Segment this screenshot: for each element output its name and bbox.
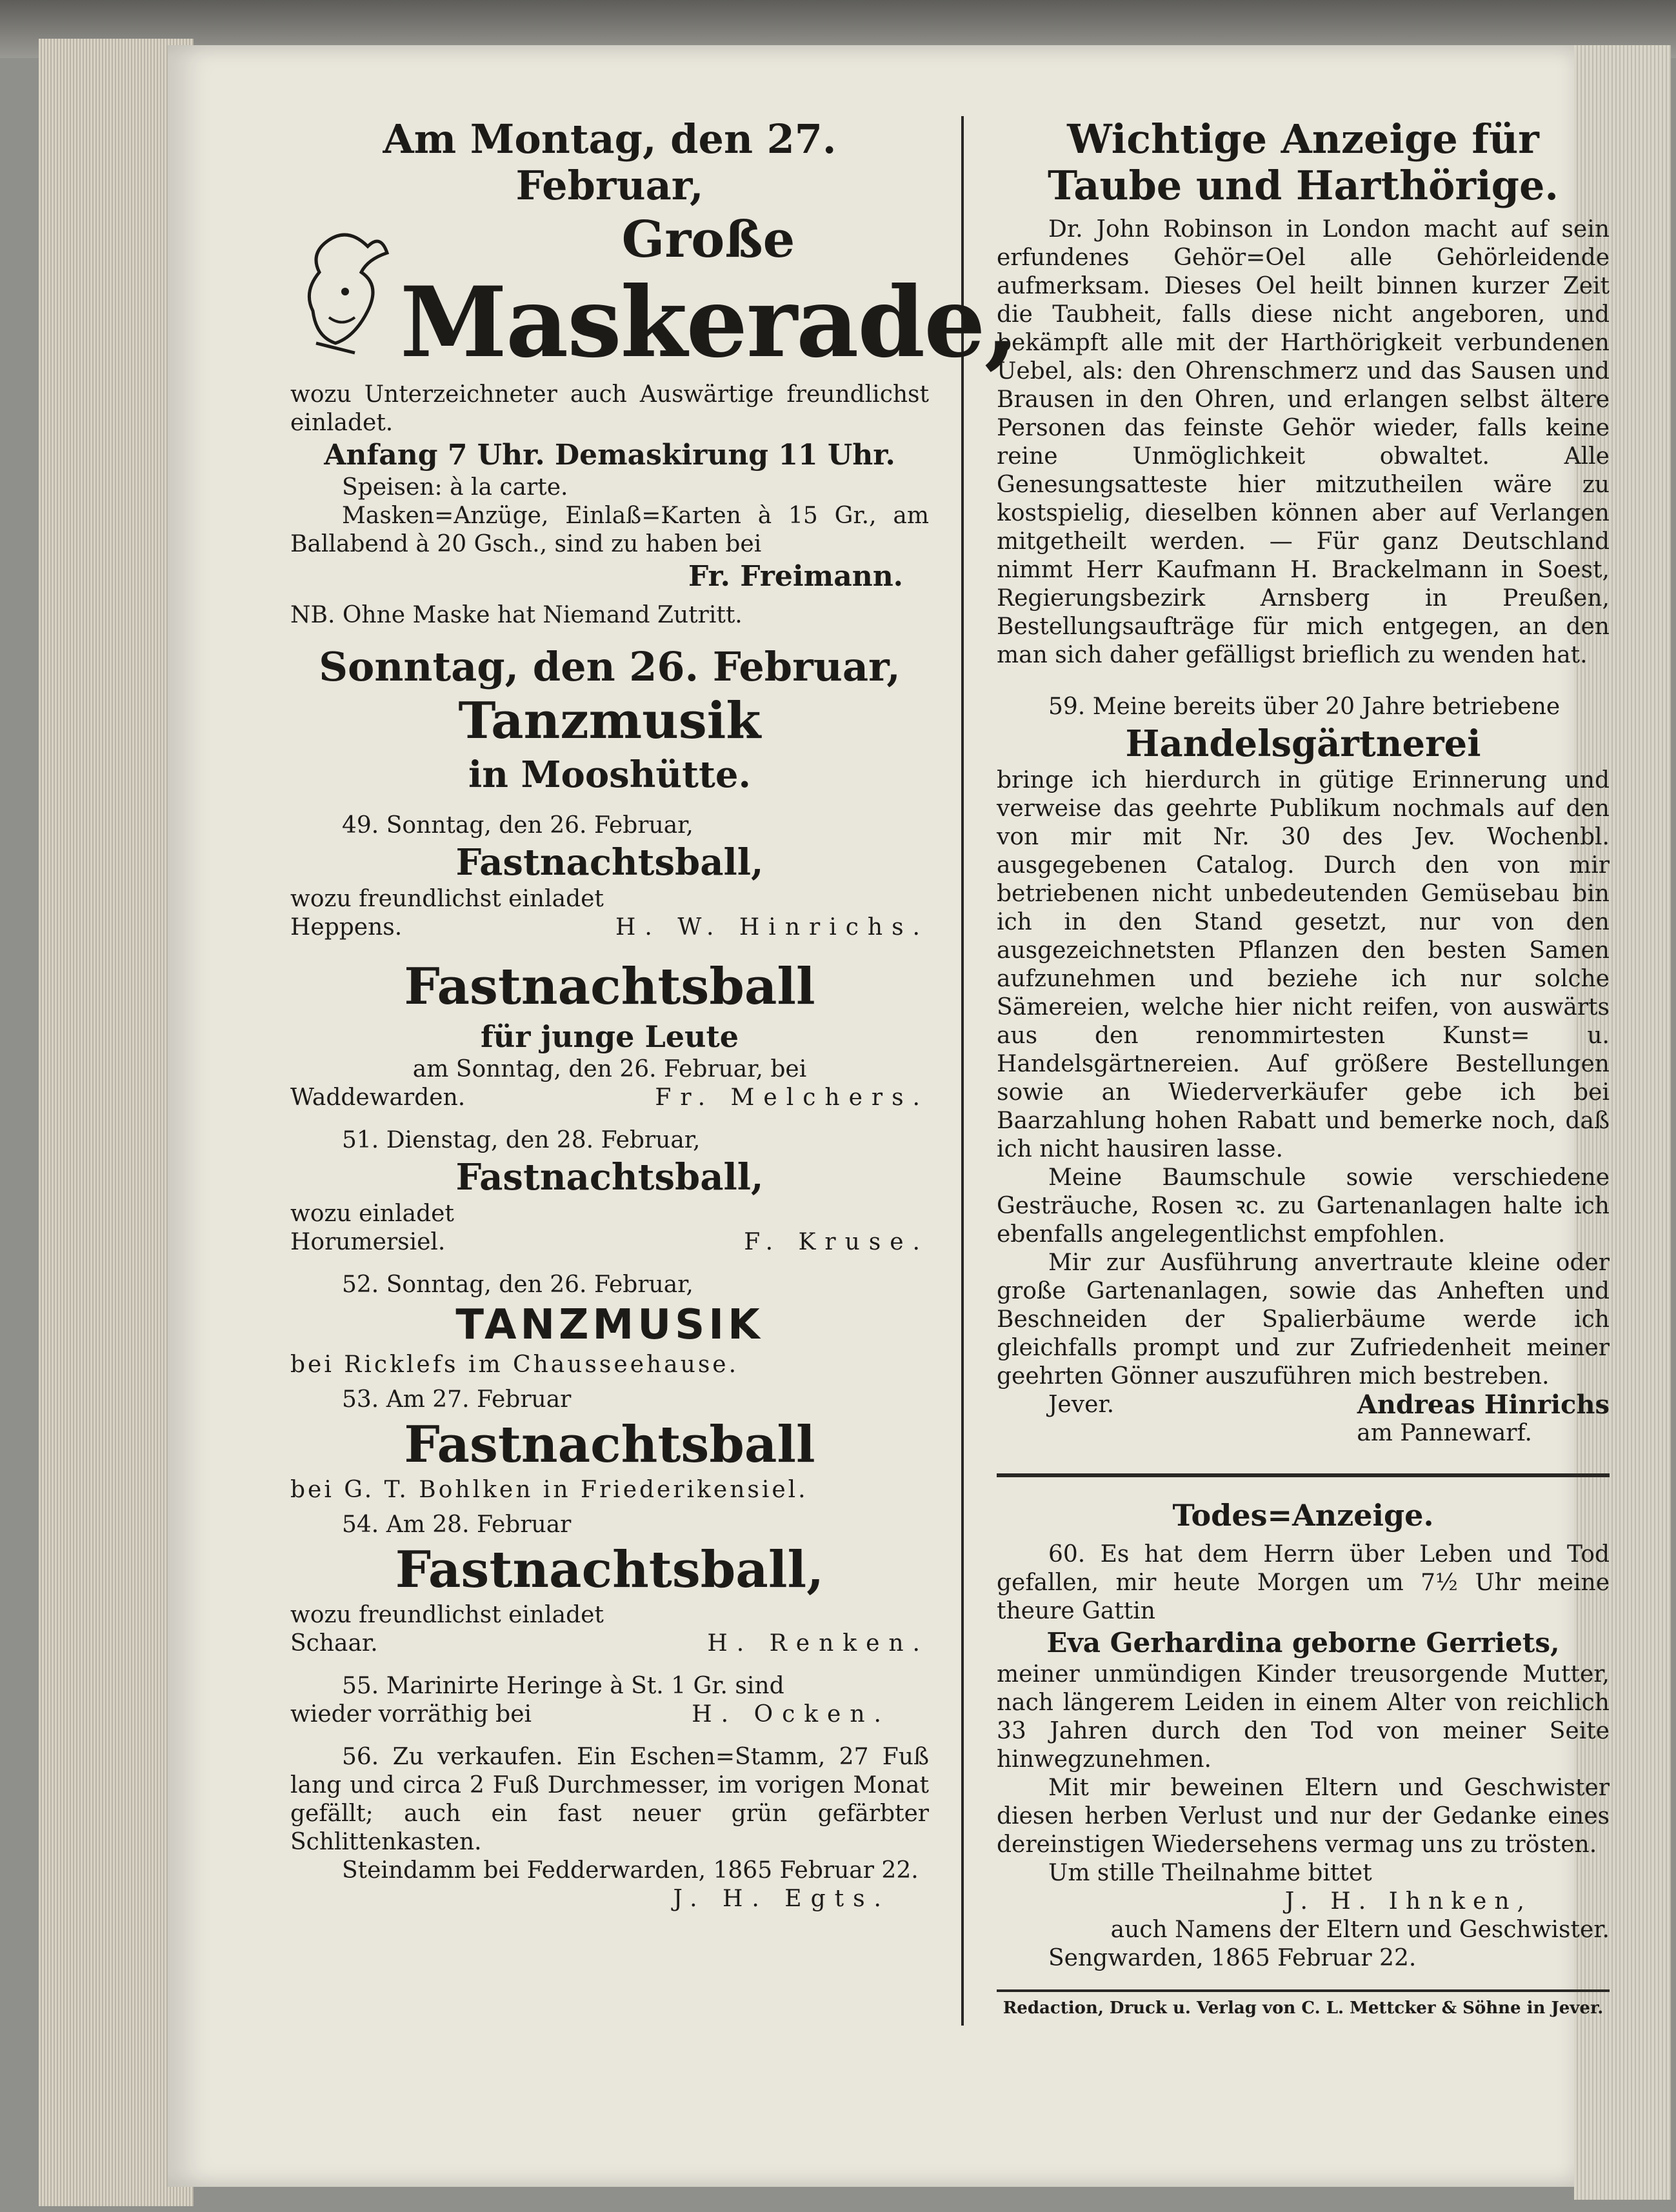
maskerade-invite: wozu Unterzeichneter auch Auswärtige freundlichst einladet. [290, 381, 929, 436]
todes-text-4: Um stille Theilnahme bittet [1048, 1860, 1372, 1886]
maskerade-nb: NB. Ohne Maske hat Niemand Zutritt. [290, 602, 743, 628]
ad54-title: Fastnachtsball, [395, 1540, 824, 1599]
ad59-name: Andreas Hinrichs [1357, 1390, 1610, 1420]
todes-text-3: Mit mir beweinen Eltern und Geschwister diesen herben Verlust und nur der Gedanke eines dereinstigen Wiedersehens vermag uns zu trösten. [997, 1775, 1610, 1858]
maskerade-time: Anfang 7 Uhr. Demaskirung 11 Uhr. [324, 439, 895, 472]
ad52-title: TANZMUSIK [455, 1301, 764, 1349]
adj-name: Fr. Melchers. [655, 1084, 929, 1111]
maskerade-date: Am Montag, den 27. Februar, [383, 115, 837, 209]
adj-signature-row [290, 1084, 929, 1112]
tanzmusik-date: Sonntag, den 26. Februar, [319, 643, 901, 690]
taub-text: Dr. John Robinson in London macht auf sein erfundenes Gehör=Oel alle Gehörleidende aufmerksam. Dieses Oel heilt binnen kurzer Zeit die Taubheit, falls diese nicht angeboren, und bekämpft alle mit der Harthörigkeit verbundenen Uebel, als: den Ohrenschmerz und das Sausen und Brausen in den Ohren, und erlangen selbst ältere Personen das feinste Gehör wieder, falls keine reine Unmöglichkeit obwaltet. Alle Genesungsatteste hier mitzutheilen wäre zu kostspielig, dieselben können aber auf Verlangen mitgetheilt werden. — Für ganz Deutschland nimmt Herr Kaufmann H. Brackelmann in Soest, Regierungsbezirk Arnsberg in Preußen, Bestellungsaufträge für mich entgegen, an den man sich daher gefälligst brieflich zu wenden hat. [997, 216, 1610, 668]
ad49-place: Heppens. [290, 914, 403, 941]
ad49-invite: wozu freundlichst einladet [290, 886, 604, 912]
footer-rule [997, 1989, 1610, 1992]
tanzmusik-title: Tanzmusik [458, 692, 761, 750]
ad59-text-3: Mir zur Ausführung anvertraute kleine oder große Gartenanlagen, sowie das Anheften und Beschneiden der Spalierbäume werde ich gleichfalls prompt und zur Zufriedenheit meiner geehrten Gönner auszuführen mich bestreben. [997, 1250, 1610, 1390]
ad53-date: 53. Am 27. Februar [342, 1386, 572, 1413]
ad51-invite: wozu einladet [290, 1201, 454, 1227]
maskerade-tickets: Masken=Anzüge, Einlaß=Karten à 15 Gr., am Ballabend à 20 Gsch., sind zu haben bei [290, 503, 929, 557]
ad53-line: bei G. T. Bohlken in Friederikensiel. [290, 1477, 808, 1503]
ad49-signature-row [290, 913, 929, 942]
ad49-title: Fastnachtsball, [455, 841, 764, 884]
column-divider [961, 116, 964, 2026]
todes-place: Sengwarden, 1865 Februar 22. [1048, 1945, 1417, 1971]
adj-subtitle: für junge Leute [480, 1019, 739, 1054]
todes-name: Eva Gerhardina geborne Gerriets, [1046, 1627, 1560, 1659]
ad54-invite: wozu freundlichst einladet [290, 1602, 604, 1628]
maskerade-signature: Fr. Freimann. [688, 560, 903, 593]
ad55-line: wieder vorräthig bei [290, 1701, 532, 1728]
ad54-signature-row [290, 1629, 929, 1658]
adj-place: Waddewarden. [290, 1084, 466, 1111]
ad51-date: 51. Dienstag, den 28. Februar, [342, 1127, 701, 1153]
ad59-text-1: bringe ich hierdurch in gütige Erinnerung und verweise das geehrte Publikum nochmals auf den von mir mit Nr. 30 des Jev. Wochenbl. ausgegebenen Catalog. Durch den von mir betriebenen nicht unbedeutenden Gemüsebau bin ich in den Stand gesetzt, nur von den ausgezeichnetsten Pflanzen den besten Samen aufzunehmen und beziehe ich nur solche Sämereien, welche hier nicht reifen, von auswärts aus den renommirtesten Kunst= u. Handelsgärtnereien. Auf größere Bestellungen sowie an Wiederverkäufer gebe ich bei Baarzahlung hohen Rabatt und bemerke noch, daß ich nicht hausiren lasse. [997, 767, 1610, 1162]
ad52-line: bei Ricklefs im Chausseehause. [290, 1351, 739, 1378]
ad54-date: 54. Am 28. Februar [342, 1511, 572, 1538]
maskerade-title-2: Maskerade, [400, 266, 1017, 379]
adj-title: Fastnachtsball [404, 957, 815, 1016]
ad49-date: 49. Sonntag, den 26. Februar, [342, 812, 693, 839]
maskerade-food: Speisen: à la carte. [342, 474, 568, 501]
ad53-title: Fastnachtsball [404, 1415, 815, 1474]
ad54-name: H. Renken. [707, 1630, 929, 1657]
jester-head-icon [290, 227, 400, 356]
ad59-signature-row [997, 1391, 1610, 1419]
ad56-text: 56. Zu verkaufen. Ein Eschen=Stamm, 27 Fuß lang und circa 2 Fuß Durchmesser, im vorigen Monat gefällt; auch ein fast neuer grün gefärbter Schlittenkasten. [290, 1744, 929, 1855]
tanzmusik-place: in Mooshütte. [468, 753, 751, 796]
ad59-address: am Pannewarf. [1357, 1420, 1532, 1446]
ad52-date: 52. Sonntag, den 26. Februar, [342, 1271, 693, 1298]
imprint-footer: Redaction, Druck u. Verlag von C. L. Mettcker & Söhne in Jever. [1003, 1998, 1604, 2018]
ad55-text: 55. Marinirte Heringe à St. 1 Gr. sind [342, 1673, 784, 1699]
todes-text-1: 60. Es hat dem Herrn über Leben und Tod gefallen, mir heute Morgen um 7½ Uhr meine theure Gattin [997, 1541, 1610, 1624]
taub-title: Wichtige Anzeige für Taube und Harthörige. [1047, 115, 1559, 209]
ad55-name: H. Ocken. [692, 1701, 890, 1728]
ad54-place: Schaar. [290, 1630, 378, 1657]
ad59-text-2: Meine Baumschule sowie verschiedene Gesträuche, Rosen ꝛc. zu Gartenanlagen halte ich ebenfalls angelegentlichst empfohlen. [997, 1164, 1610, 1248]
todes-signature-2: auch Namens der Eltern und Geschwister. [1110, 1917, 1610, 1943]
left-column [290, 115, 1017, 1913]
ad56-name: J. H. Egts. [673, 1886, 890, 1912]
todes-text-2: meiner unmündigen Kinder treusorgende Mutter, nach längerem Leiden in einem Alter von reichlich 33 Jahren durch den Tod von meiner Seite hinwegzunehmen. [997, 1661, 1610, 1773]
ad49-name: H. W. Hinrichs. [615, 914, 929, 941]
ad59-title: Handelsgärtnerei [1125, 722, 1481, 765]
ad51-name: F. Kruse. [744, 1229, 929, 1255]
ad55-signature-row [290, 1700, 929, 1729]
ad56-place: Steindamm bei Fedderwarden, 1865 Februar 22. [342, 1857, 919, 1884]
section-rule [997, 1473, 1610, 1477]
ad51-title: Fastnachtsball, [455, 1156, 764, 1199]
ad51-signature-row [290, 1228, 929, 1257]
adj-date: am Sonntag, den 26. Februar, bei [412, 1056, 807, 1082]
maskerade-heading [290, 209, 1017, 379]
ad59-intro: 59. Meine bereits über 20 Jahre betriebene [1048, 693, 1561, 720]
right-column [997, 116, 1610, 2019]
ad59-place: Jever. [1048, 1391, 1115, 1418]
ad51-place: Horumersiel. [290, 1229, 446, 1255]
todes-signature: J. H. Ihnken, [1284, 1888, 1532, 1915]
maskerade-title-1: Große [621, 210, 795, 269]
todes-title: Todes=Anzeige. [1172, 1498, 1434, 1533]
